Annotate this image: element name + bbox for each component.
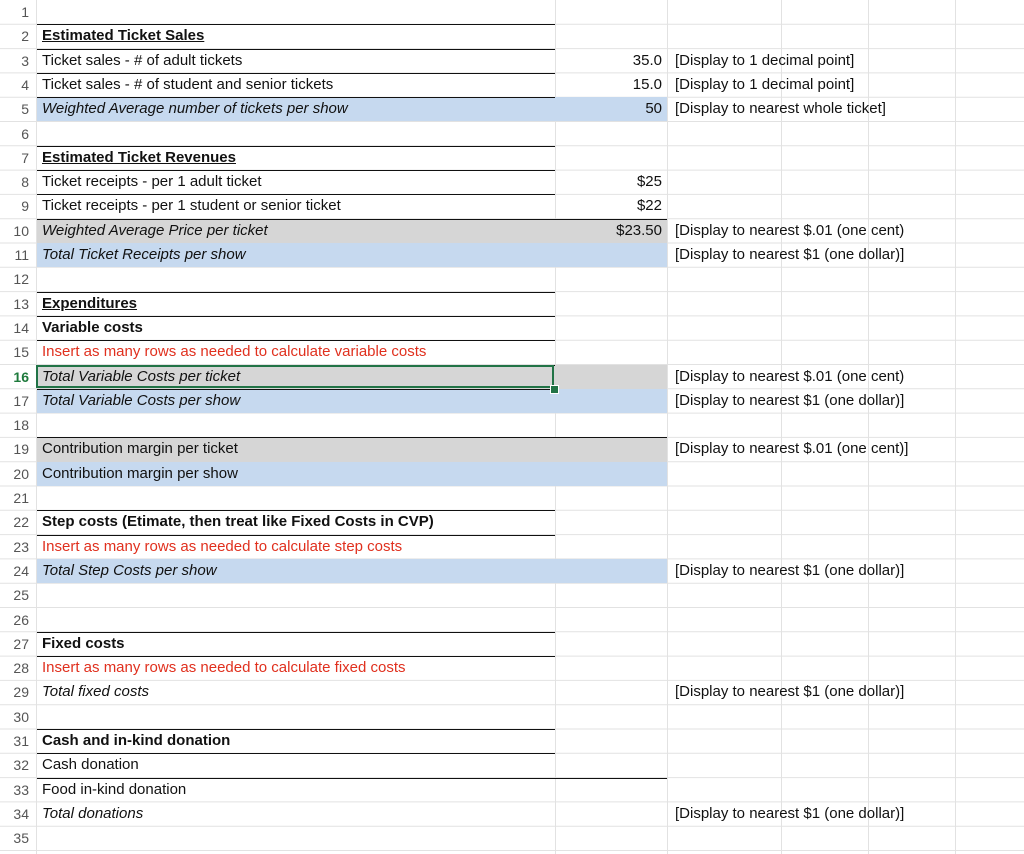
row-number[interactable]: 31 — [13, 733, 29, 749]
cell-value[interactable] — [555, 535, 662, 559]
cell-border — [37, 632, 555, 633]
cell-note[interactable]: [Display to 1 decimal point] — [675, 51, 855, 69]
cell-label[interactable]: Total Ticket Receipts per show — [42, 246, 246, 263]
cell-note[interactable]: [Display to nearest $1 (one dollar)] — [675, 391, 905, 409]
row-number[interactable]: 8 — [21, 174, 29, 191]
cell-note[interactable]: [Display to nearest $.01 (one cent) — [675, 221, 905, 239]
cell-value[interactable] — [555, 486, 662, 510]
sheet-row[interactable] — [0, 486, 1024, 510]
row-number[interactable]: 28 — [13, 660, 29, 677]
sheet-row[interactable] — [0, 316, 1024, 340]
cell-value[interactable] — [555, 24, 662, 48]
sheet-row[interactable] — [0, 705, 1024, 729]
sheet-row[interactable] — [0, 729, 1024, 753]
sheet-row[interactable] — [0, 437, 1024, 461]
cell-border — [37, 437, 667, 438]
cell-value[interactable] — [555, 608, 662, 632]
cell-value[interactable] — [555, 292, 662, 316]
sheet-row[interactable] — [0, 219, 1024, 243]
cell-label[interactable]: Cash and in-kind donation — [42, 732, 231, 749]
cell-value[interactable] — [555, 389, 662, 413]
row-number[interactable]: 19 — [13, 441, 29, 458]
sheet-row[interactable] — [0, 49, 1024, 73]
row-number[interactable]: 10 — [13, 222, 29, 239]
cell-label[interactable]: Ticket sales - # of student and senior tickets — [42, 75, 334, 93]
cell-note[interactable]: [Display to nearest $1 (one dollar)] — [675, 246, 905, 263]
sheet-row[interactable] — [0, 73, 1024, 97]
cell-label[interactable]: Step costs (Etimate, then treat like Fixed Costs in CVP) — [42, 513, 434, 531]
cell-border — [37, 73, 555, 74]
cell-border — [37, 535, 555, 536]
cell-note[interactable]: [Display to nearest $.01 (one cent) — [675, 367, 905, 385]
row-number[interactable]: 18 — [13, 417, 29, 434]
cell-value[interactable]: $25 — [636, 173, 662, 191]
cell-label[interactable]: Weighted Average number of tickets per show — [42, 100, 348, 118]
cell-value[interactable]: 50 — [645, 100, 662, 118]
cell-value[interactable] — [555, 753, 662, 777]
cell-value[interactable] — [555, 729, 662, 753]
row-number[interactable]: 30 — [13, 708, 29, 725]
cell-border — [37, 24, 555, 25]
row-number[interactable]: 2 — [21, 28, 29, 45]
row-number[interactable]: 26 — [13, 611, 29, 628]
cell-border — [37, 656, 555, 657]
cell-label[interactable]: Fixed costs — [42, 634, 125, 652]
sheet-row[interactable] — [0, 194, 1024, 218]
cell-border — [37, 778, 667, 779]
cell-label[interactable]: Total Variable Costs per ticket — [42, 367, 241, 385]
row-number[interactable]: 32 — [13, 757, 29, 774]
fill-handle[interactable] — [550, 385, 559, 394]
row-number[interactable]: 25 — [13, 587, 29, 604]
cell-border — [37, 729, 555, 730]
sheet-row[interactable] — [0, 559, 1024, 583]
cell-value[interactable] — [555, 559, 662, 583]
cell-border — [37, 194, 555, 195]
cell-border — [37, 340, 555, 341]
cell-value[interactable] — [555, 583, 662, 607]
cell-label[interactable]: Total Step Costs per show — [42, 561, 217, 579]
sheet-row[interactable] — [0, 267, 1024, 291]
cell-label[interactable]: Ticket sales - # of adult tickets — [42, 51, 243, 69]
cell-border — [37, 510, 555, 511]
cell-label[interactable]: Estimated Ticket Revenues — [42, 148, 236, 166]
cell-value[interactable] — [555, 680, 662, 704]
sheet-row[interactable] — [0, 389, 1024, 413]
cell-note[interactable]: [Display to 1 decimal point] — [675, 75, 855, 93]
row-number[interactable]: 12 — [13, 271, 29, 288]
sheet-row[interactable] — [0, 535, 1024, 559]
cell-value[interactable] — [555, 316, 662, 340]
row-number[interactable]: 33 — [13, 781, 29, 798]
cell-value[interactable] — [555, 462, 662, 486]
row-number[interactable]: 15 — [13, 344, 29, 361]
sheet-row[interactable] — [0, 146, 1024, 170]
row-number[interactable]: 3 — [21, 52, 29, 69]
row-number[interactable]: 17 — [13, 392, 29, 409]
cell-value[interactable] — [555, 243, 662, 267]
cell-label[interactable]: Contribution margin per show — [42, 464, 238, 482]
row-number[interactable]: 22 — [13, 514, 29, 531]
cell-value[interactable]: $23.50 — [616, 221, 662, 239]
cell-label[interactable]: Contribution margin per ticket — [42, 440, 238, 458]
cell-label[interactable]: Total fixed costs — [42, 683, 149, 701]
cell-border — [37, 49, 555, 50]
row-number[interactable]: 1 — [21, 4, 29, 20]
cell-border — [37, 389, 555, 390]
sheet-row[interactable] — [0, 680, 1024, 704]
cell-label[interactable]: Insert as many rows as needed to calculate step costs — [42, 537, 403, 555]
sheet-row[interactable] — [0, 753, 1024, 777]
cell-label[interactable]: Total donations — [42, 804, 144, 822]
cell-border — [37, 292, 555, 293]
row-number[interactable]: 14 — [13, 319, 29, 336]
sheet-row[interactable] — [0, 0, 1024, 24]
cell-value[interactable] — [555, 656, 662, 680]
cell-border — [37, 146, 555, 147]
cell-label[interactable]: Ticket receipts - per 1 student or senior ticket — [42, 197, 341, 215]
cell-label[interactable]: Variable costs — [42, 318, 143, 336]
row-number[interactable]: 4 — [21, 76, 29, 93]
row-number[interactable]: 13 — [13, 295, 29, 312]
cell-value[interactable] — [555, 705, 662, 729]
cell-value[interactable] — [555, 267, 662, 291]
cell-value[interactable]: 15.0 — [632, 75, 662, 93]
row-number[interactable]: 23 — [13, 538, 29, 555]
cell-label[interactable]: Total Variable Costs per show — [42, 391, 241, 409]
sheet-row[interactable] — [0, 632, 1024, 656]
cell-value[interactable] — [555, 826, 662, 850]
cell-note[interactable]: [Display to nearest $1 (one dollar)] — [675, 561, 905, 579]
row-number[interactable]: 7 — [21, 149, 29, 166]
sheet-row[interactable] — [0, 24, 1024, 48]
cell-label[interactable]: Insert as many rows as needed to calculate fixed costs — [42, 659, 406, 677]
cell-border — [37, 170, 555, 171]
cell-value[interactable] — [555, 437, 662, 461]
cell-note[interactable]: [Display to nearest $.01 (one cent)] — [675, 440, 909, 458]
cell-border — [37, 219, 667, 220]
sheet-row[interactable] — [0, 122, 1024, 146]
cell-label[interactable]: Food in-kind donation — [42, 780, 187, 798]
row-number[interactable]: 9 — [21, 198, 29, 215]
sheet-row[interactable] — [0, 462, 1024, 486]
cell-border — [37, 753, 555, 754]
cell-label[interactable]: Insert as many rows as needed to calculate variable costs — [42, 343, 427, 361]
sheet-row[interactable] — [0, 608, 1024, 632]
cell-label[interactable]: Cash donation — [42, 756, 139, 774]
cell-label[interactable]: Weighted Average Price per ticket — [42, 221, 268, 239]
row-number[interactable]: 5 — [21, 101, 29, 118]
sheet-row[interactable] — [0, 656, 1024, 680]
sheet-row[interactable] — [0, 510, 1024, 534]
selected-cell-outline[interactable] — [36, 365, 554, 388]
row-number[interactable]: 6 — [21, 125, 29, 142]
sheet-row[interactable] — [0, 170, 1024, 194]
cell-value[interactable]: 35.0 — [632, 51, 662, 69]
cell-note[interactable]: [Display to nearest $1 (one dollar)] — [675, 804, 905, 822]
cell-value[interactable] — [555, 0, 662, 24]
row-number[interactable]: 24 — [13, 562, 29, 579]
cell-border — [37, 316, 555, 317]
sheet-row[interactable] — [0, 826, 1024, 850]
cell-value[interactable] — [555, 510, 662, 534]
cell-value[interactable] — [555, 340, 662, 364]
cell-value[interactable] — [555, 122, 662, 146]
cell-label[interactable]: Estimated Ticket Sales — [42, 27, 205, 45]
cell-value[interactable] — [555, 413, 662, 437]
cell-note[interactable]: [Display to nearest $1 (one dollar)] — [675, 683, 905, 701]
row-number[interactable]: 29 — [13, 684, 29, 701]
sheet-row[interactable] — [0, 802, 1024, 826]
row-number[interactable]: 21 — [13, 490, 29, 506]
cell-value[interactable] — [555, 365, 662, 389]
row-number[interactable]: 34 — [13, 805, 29, 822]
sheet-row[interactable] — [0, 243, 1024, 267]
row-number[interactable]: 35 — [13, 830, 29, 847]
sheet-row[interactable] — [0, 292, 1024, 316]
sheet-row[interactable] — [0, 583, 1024, 607]
sheet-row[interactable] — [0, 413, 1024, 437]
sheet-row[interactable] — [0, 340, 1024, 364]
row-number[interactable]: 20 — [13, 465, 29, 482]
cell-label[interactable]: Ticket receipts - per 1 adult ticket — [42, 173, 262, 191]
cell-label[interactable]: Expenditures — [42, 294, 138, 312]
cell-value[interactable] — [555, 632, 662, 656]
row-number[interactable]: 27 — [13, 635, 29, 652]
cell-value[interactable] — [555, 778, 662, 802]
sheet-row[interactable] — [0, 97, 1024, 121]
cell-value[interactable]: $22 — [636, 197, 662, 215]
cell-note[interactable]: [Display to nearest whole ticket] — [675, 100, 886, 118]
row-number[interactable]: 16 — [13, 368, 29, 385]
cell-value[interactable] — [555, 146, 662, 170]
sheet-row[interactable] — [0, 778, 1024, 802]
cell-border — [37, 97, 555, 98]
row-number[interactable]: 11 — [14, 247, 29, 263]
cell-value[interactable] — [555, 802, 662, 826]
